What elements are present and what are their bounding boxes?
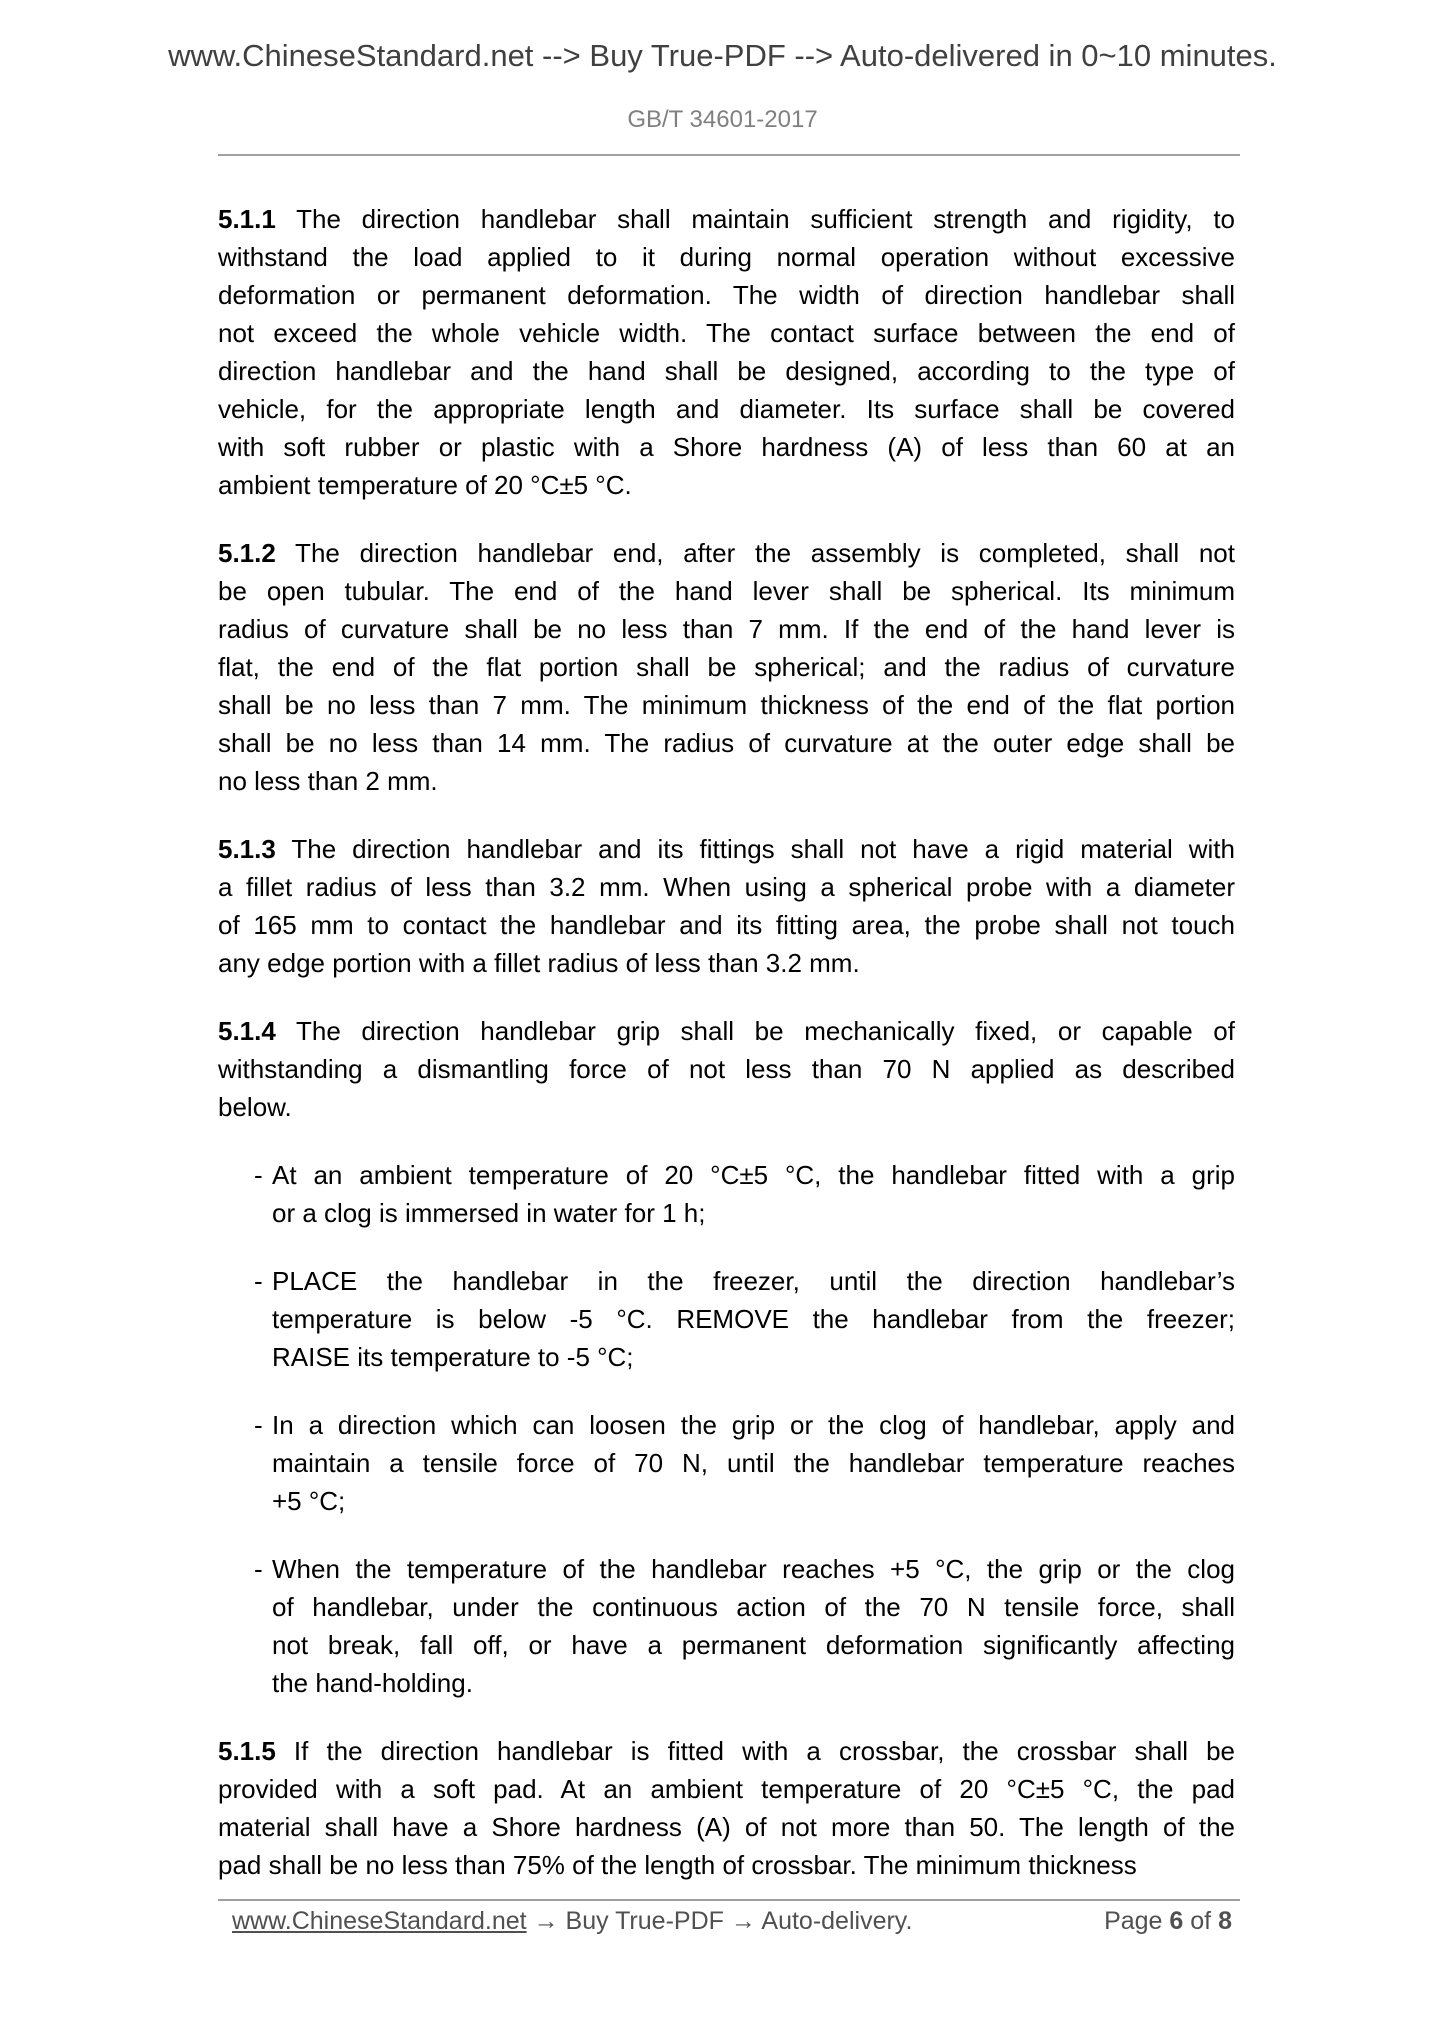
line-text: At an ambient temperature of 20 °C±5 °C, the handlebar fitted with a grip	[272, 1160, 1235, 1190]
line-text: vehicle, for the appropriate length and diameter. Its surface shall be covered	[218, 394, 1235, 424]
clause-number: 5.1.3	[218, 834, 276, 864]
page-total: 8	[1218, 1907, 1232, 1935]
text-line	[218, 390, 1235, 428]
text-line	[218, 534, 1235, 572]
line-text: In a direction which can loosen the grip or the clog of handlebar, apply and	[272, 1410, 1235, 1440]
line-text: The direction handlebar end, after the assembly is completed, shall not	[275, 538, 1235, 568]
text-line	[272, 1588, 1235, 1626]
line-text: of handlebar, under the continuous action of the 70 N tensile force, shall	[272, 1592, 1235, 1622]
text-line	[218, 276, 1235, 314]
text-line	[218, 648, 1235, 686]
bullet-dash: -	[254, 1410, 263, 1440]
line-text: ambient temperature of 20 °C±5 °C.	[218, 470, 632, 500]
line-text: deformation or permanent deformation. The width of direction handlebar shall	[218, 280, 1235, 310]
clause-number: 5.1.2	[218, 538, 276, 568]
footer-link[interactable]: www.ChineseStandard.net	[232, 1907, 527, 1935]
page-number: 6	[1169, 1907, 1184, 1935]
line-text: pad shall be no less than 75% of the length of crossbar. The minimum thickness	[218, 1850, 1137, 1880]
page-label: Page	[1104, 1907, 1163, 1935]
clause-paragraph	[218, 534, 1235, 800]
line-text: direction handlebar and the hand shall be designed, according to the type of	[218, 356, 1235, 386]
bullet-item	[218, 1406, 1235, 1520]
text-line	[218, 686, 1235, 724]
clause-number: 5.1.4	[218, 1016, 276, 1046]
text-line	[218, 428, 1235, 466]
line-text: a fillet radius of less than 3.2 mm. When using a spherical probe with a diameter	[218, 872, 1235, 902]
line-text: not exceed the whole vehicle width. The contact surface between the end of	[218, 318, 1235, 348]
bullet-item	[218, 1262, 1235, 1376]
line-text: The direction handlebar shall maintain sufficient strength and rigidity, to	[275, 204, 1235, 234]
footer	[232, 1905, 1232, 1937]
text-line	[272, 1156, 1235, 1194]
line-text: The direction handlebar grip shall be mechanically fixed, or capable of	[275, 1016, 1235, 1046]
bullet-dash: -	[254, 1554, 263, 1584]
line-text: withstand the load applied to it during normal operation without excessive	[218, 242, 1235, 272]
text-line	[218, 1012, 1235, 1050]
line-text: the hand-holding.	[272, 1668, 473, 1698]
text-line	[218, 906, 1235, 944]
footer-divider	[218, 1899, 1240, 1901]
text-line	[218, 1770, 1235, 1808]
line-text: temperature is below -5 °C. REMOVE the handlebar from the freezer;	[272, 1304, 1235, 1334]
line-text: +5 °C;	[272, 1486, 346, 1516]
clause-paragraph	[218, 200, 1235, 504]
text-line	[218, 1088, 1235, 1126]
text-line	[218, 724, 1235, 762]
text-line	[218, 238, 1235, 276]
of-label: of	[1190, 1907, 1212, 1935]
clause-number: 5.1.5	[218, 1736, 276, 1766]
text-line	[218, 466, 1235, 504]
line-text: provided with a soft pad. At an ambient temperature of 20 °C±5 °C, the pad	[218, 1774, 1235, 1804]
text-line	[218, 868, 1235, 906]
clause-paragraph	[218, 830, 1235, 982]
text-line	[218, 610, 1235, 648]
line-text: any edge portion with a fillet radius of less than 3.2 mm.	[218, 948, 860, 978]
page-indicator	[1104, 1905, 1232, 1937]
text-line	[218, 200, 1235, 238]
line-text: If the direction handlebar is fitted with a crossbar, the crossbar shall be	[275, 1736, 1235, 1766]
line-text: withstanding a dismantling force of not less than 70 N applied as described	[218, 1054, 1235, 1084]
text-line	[218, 572, 1235, 610]
line-text: material shall have a Shore hardness (A) of not more than 50. The length of the	[218, 1812, 1235, 1842]
bullet-dash: -	[254, 1160, 263, 1190]
text-line	[218, 1808, 1235, 1846]
line-text: shall be no less than 7 mm. The minimum thickness of the end of the flat portion	[218, 690, 1235, 720]
line-text: not break, fall off, or have a permanent deformation significantly affecting	[272, 1630, 1235, 1660]
bullet-dash: -	[254, 1266, 263, 1296]
text-line	[272, 1194, 1235, 1232]
document-body	[218, 200, 1235, 1914]
text-line	[272, 1262, 1235, 1300]
clause-number: 5.1.1	[218, 204, 276, 234]
line-text: below.	[218, 1092, 292, 1122]
line-text: of 165 mm to contact the handlebar and its fitting area, the probe shall not touch	[218, 910, 1235, 940]
text-line	[218, 314, 1235, 352]
text-line	[218, 762, 1235, 800]
standard-number: GB/T 34601-2017	[627, 106, 818, 133]
text-line	[272, 1338, 1235, 1376]
line-text: The direction handlebar and its fittings shall not have a rigid material with	[275, 834, 1235, 864]
bullet-item	[218, 1156, 1235, 1232]
line-text: with soft rubber or plastic with a Shore hardness (A) of less than 60 at an	[218, 432, 1235, 462]
bullet-item	[218, 1550, 1235, 1702]
line-text: flat, the end of the flat portion shall be spherical; and the radius of curvature	[218, 652, 1235, 682]
line-text: RAISE its temperature to -5 °C;	[272, 1342, 634, 1372]
text-line	[218, 830, 1235, 868]
text-line	[218, 944, 1235, 982]
text-line	[218, 1732, 1235, 1770]
text-line	[218, 352, 1235, 390]
text-line	[272, 1550, 1235, 1588]
line-text: or a clog is immersed in water for 1 h;	[272, 1198, 706, 1228]
footer-text: → Buy True-PDF → Auto-delivery.	[526, 1907, 913, 1935]
text-line	[218, 1846, 1235, 1884]
clause-paragraph	[218, 1732, 1235, 1884]
line-text: no less than 2 mm.	[218, 766, 438, 796]
text-line	[218, 1050, 1235, 1088]
text-line	[272, 1444, 1235, 1482]
clause-paragraph	[218, 1012, 1235, 1126]
text-line	[272, 1482, 1235, 1520]
line-text: When the temperature of the handlebar reaches +5 °C, the grip or the clog	[272, 1554, 1235, 1584]
text-line	[272, 1664, 1235, 1702]
text-line	[272, 1626, 1235, 1664]
line-text: maintain a tensile force of 70 N, until the handlebar temperature reaches	[272, 1448, 1235, 1478]
header-divider	[218, 154, 1240, 156]
line-text: radius of curvature shall be no less than 7 mm. If the end of the hand lever is	[218, 614, 1235, 644]
text-line	[272, 1300, 1235, 1338]
text-line	[272, 1406, 1235, 1444]
line-text: be open tubular. The end of the hand lever shall be spherical. Its minimum	[218, 576, 1235, 606]
header-banner: www.ChineseStandard.net --> Buy True-PDF --> Auto-delivered in 0~10 minutes.	[168, 38, 1277, 73]
line-text: shall be no less than 14 mm. The radius of curvature at the outer edge shall be	[218, 728, 1235, 758]
line-text: PLACE the handlebar in the freezer, until the direction handlebar’s	[272, 1266, 1235, 1296]
